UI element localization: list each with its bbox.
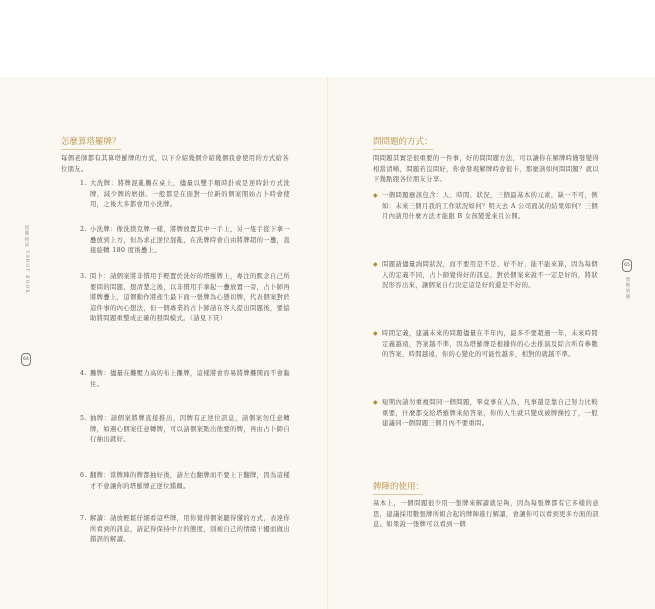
section2-text: 基本上，一個問題很少用一張牌來解讀就足夠，因為每張牌都有它多樣的意思，建議採用數張牌所組合起的牌陣進行解讀，會讓你可以看到更多方面的訊息。如果說一張牌可以看到一個 <box>373 500 599 529</box>
step-4-number: 4. <box>80 370 87 377</box>
step-1 <box>80 179 290 211</box>
step-4 <box>80 369 290 390</box>
bullet-item-4-text: 短期內請勿重複問同一個問題，畢竟事在人為，凡事還是靠自己努力比較重要，什麼都交給塔羅牌來給答案，你的人生就只變成被牌操控了，一般建議同一個問題三個月內不要重問。 <box>382 399 598 428</box>
step-5-text: 抽牌：請個案將牌直接推出，因牌有正逆位訊息，請個案勿任意轉牌，如遇心個案任意轉牌，可以請個案點出他要的牌，再由占卜師自行抽出就好。 <box>90 415 290 444</box>
step-1-number: 1. <box>80 180 87 187</box>
intro-paragraph: 每個老師都有其算塔羅牌的方式，以下介紹幾個介紹幾個我會使用的方式給各位朋友。 <box>61 155 289 173</box>
step-4-text: 攤牌：儘量在攤壓力高的布上攤牌，這樣將會容易將牌攤開而不會黏住。 <box>90 370 290 388</box>
step-5-number: 5. <box>80 415 87 422</box>
left-side-label: 塔羅秘訣 TAROT BOOK <box>24 225 29 295</box>
left-page-number: 64 <box>21 353 31 366</box>
section1-title: 問問題的方式： <box>373 137 433 147</box>
step-1-text: 大洗牌：將牌混亂攤在桌上，儘量以雙手順時針或是逆時針方式洗牌，減少牌的磨損。一般都是在面對一位新的個案開始占卜時會使用，之後大多都會用小洗牌。 <box>90 180 290 209</box>
bullet-dot-icon: ◆ <box>373 399 378 406</box>
step-6 <box>80 471 290 492</box>
left-page <box>0 77 327 609</box>
book-spread <box>0 77 655 609</box>
section-title: 怎麼算塔羅牌？ <box>61 137 121 147</box>
step-7-number: 7. <box>80 515 87 522</box>
step-6-number: 6. <box>80 472 87 479</box>
section-title-rule <box>61 149 121 150</box>
step-7 <box>80 514 290 546</box>
bullet-item-1-text: 一個問題應該包含：人、時間、狀況，三個最基本的元素，缺一不可，例如：未來三個月我的工作狀況如何？明天去 A 公司面試的結果如何？三個月內請用什麼方法才能跟 B 女孩變愛來且公開。 <box>382 192 598 221</box>
right-page <box>328 77 655 609</box>
bullet-item-2 <box>373 260 598 292</box>
section2-title-rule <box>373 494 423 495</box>
section2-title: 牌陣的使用： <box>373 482 425 492</box>
section1-title-rule <box>373 149 433 150</box>
bullet-item-3 <box>373 329 598 361</box>
bullet-item-1 <box>373 191 598 223</box>
step-2 <box>80 225 290 257</box>
bullet-item-3-text: 時間定義，建議未來的問題儘量在半年內，最多不要超過一年，未來時間定義越遠，答案越不準，因為塔羅牌是根據你的心去推演及綜合所有參數的答案，時間越遠，你的心變化的可能性越多，相對的就越不準。 <box>382 330 598 359</box>
step-6-text: 翻牌：當牌陣的牌都抽好後，請左右翻牌而不要上下翻牌，因為這樣才不會讓你的塔羅牌正逆位錯顛。 <box>90 472 290 490</box>
section1-intro: 問問題其實是很重要的一件事，好的問問題方法，可以讓你在解牌時簡發變得相當清晰，問題若沒問好，你會發現解牌時會很卡，那麼該如何問問題？就以下幾點跟各位朋友分享。 <box>373 155 599 184</box>
bullet-dot-icon: ◆ <box>373 261 378 268</box>
step-3 <box>80 272 290 325</box>
bullet-item-2-text: 問題請儘量詢問狀況，而不要用是不是、好不好、能不能來算，因為每個人的定義不同，占卜師覺得好的訊息，對於個案來說不一定是好的，將狀況形容出來，讓個案自行決定這是好的還是不好的。 <box>382 261 598 290</box>
step-3-number: 3. <box>80 273 87 280</box>
step-2-text: 小洗牌：像洗撲克牌一樣，將牌放置其中一手上，另一隻手從下拿一疊放到上方，但為求正逆位混亂，在洗牌時會自由將牌超的一疊，直接旋轉 180 度後疊上。 <box>90 226 290 255</box>
bullet-dot-icon: ◆ <box>373 330 378 337</box>
step-3-text: 問卜：請個案將非慣用手輕置於洗好的塔羅牌上，專注的默念自己所要問的問題，想清楚之後，以非慣用手拿起一疊放置一旁，占卜師再將牌疊上，這個動作將產生最下面一張牌為心態切牌，代表個案對於這件事的內心想法，但一個專業的占卜師請在客人提出問題後，要協助將問題重整成正確的發問模式。（請見下頁） <box>90 273 290 323</box>
right-side-label: 實戰塔羅 <box>625 277 630 300</box>
bullet-dot-icon: ◆ <box>373 192 378 199</box>
right-page-number: 65 <box>622 259 632 272</box>
bullet-item-4 <box>373 398 598 430</box>
step-2-number: 2. <box>80 226 87 233</box>
step-7-text: 解讀：請放輕鬆仔細看這些牌，用你覺得個案聽得懂的方式，表達你所看到的訊息，請記得保持中立的態度，別被自己的情緒干擾而做出錯誤的解讀。 <box>90 515 290 544</box>
step-5 <box>80 414 290 446</box>
